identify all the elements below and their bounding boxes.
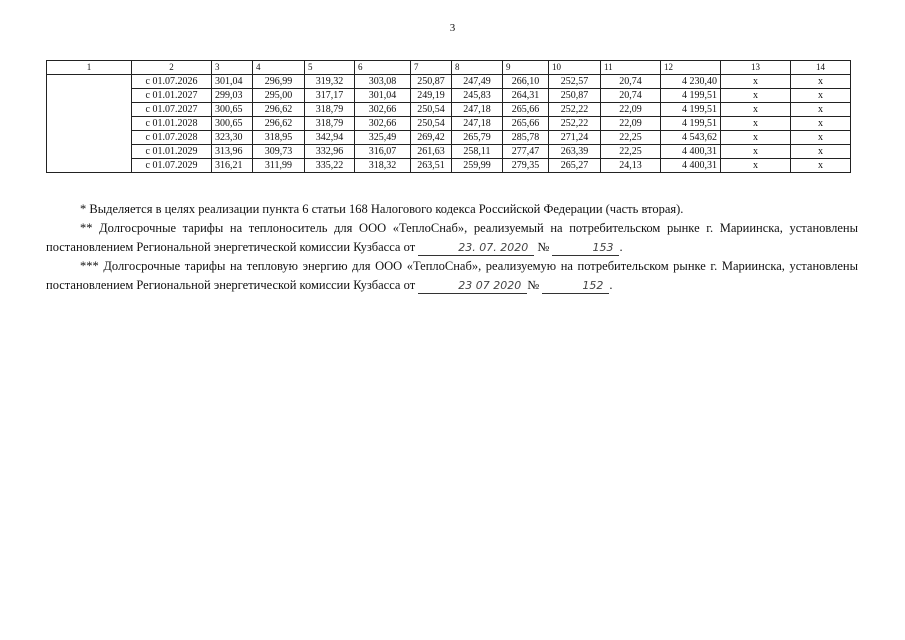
col-header: 1 bbox=[47, 61, 132, 75]
table-row bbox=[47, 145, 851, 159]
value-cell: 300,65 bbox=[212, 103, 253, 117]
value-cell: 4 400,31 bbox=[661, 159, 721, 173]
col-header: 11 bbox=[601, 61, 661, 75]
value-cell: х bbox=[791, 103, 851, 117]
value-cell: 277,47 bbox=[503, 145, 549, 159]
table-row bbox=[47, 103, 851, 117]
col-header: 14 bbox=[791, 61, 851, 75]
table-header-row bbox=[47, 61, 851, 75]
end-punct: . bbox=[619, 240, 623, 254]
table-row bbox=[47, 89, 851, 103]
value-cell: 245,83 bbox=[452, 89, 503, 103]
value-cell: х bbox=[721, 131, 791, 145]
value-cell: 302,66 bbox=[355, 103, 411, 117]
value-cell: х bbox=[791, 159, 851, 173]
value-cell: 316,07 bbox=[355, 145, 411, 159]
table-row bbox=[47, 159, 851, 173]
value-cell: 295,00 bbox=[253, 89, 305, 103]
value-cell: 318,32 bbox=[355, 159, 411, 173]
period-cell: с 01.07.2029 bbox=[132, 159, 212, 173]
value-cell: 269,42 bbox=[411, 131, 452, 145]
value-cell: 263,51 bbox=[411, 159, 452, 173]
value-cell: 279,35 bbox=[503, 159, 549, 173]
value-cell: 296,99 bbox=[253, 75, 305, 89]
value-cell: 316,21 bbox=[212, 159, 253, 173]
handwritten-number: 152 bbox=[542, 279, 609, 294]
value-cell: 259,99 bbox=[452, 159, 503, 173]
value-cell: 4 199,51 bbox=[661, 117, 721, 131]
col-header: 10 bbox=[549, 61, 601, 75]
value-cell: 300,65 bbox=[212, 117, 253, 131]
value-cell: х bbox=[721, 145, 791, 159]
value-cell: 303,08 bbox=[355, 75, 411, 89]
period-cell: с 01.07.2028 bbox=[132, 131, 212, 145]
value-cell: 22,09 bbox=[601, 117, 661, 131]
value-cell: х bbox=[721, 75, 791, 89]
value-cell: 250,87 bbox=[549, 89, 601, 103]
value-cell: х bbox=[791, 131, 851, 145]
value-cell: х bbox=[721, 103, 791, 117]
value-cell: х bbox=[791, 75, 851, 89]
value-cell: 261,63 bbox=[411, 145, 452, 159]
handwritten-date: 23. 07. 2020 bbox=[418, 241, 534, 256]
col-header: 12 bbox=[661, 61, 721, 75]
handwritten-number: 153 bbox=[552, 241, 619, 256]
value-cell: 250,54 bbox=[411, 117, 452, 131]
value-cell: 20,74 bbox=[601, 89, 661, 103]
value-cell: 318,79 bbox=[305, 103, 355, 117]
value-cell: 299,03 bbox=[212, 89, 253, 103]
tariff-table bbox=[46, 60, 851, 173]
table-row bbox=[47, 117, 851, 131]
value-cell: 247,49 bbox=[452, 75, 503, 89]
value-cell: 265,79 bbox=[452, 131, 503, 145]
value-cell: 263,39 bbox=[549, 145, 601, 159]
value-cell: 250,87 bbox=[411, 75, 452, 89]
value-cell: 285,78 bbox=[503, 131, 549, 145]
value-cell: 22,09 bbox=[601, 103, 661, 117]
period-cell: с 01.01.2027 bbox=[132, 89, 212, 103]
value-cell: х bbox=[721, 117, 791, 131]
value-cell: 247,18 bbox=[452, 103, 503, 117]
value-cell: 313,96 bbox=[212, 145, 253, 159]
merged-empty-cell bbox=[47, 75, 132, 173]
col-header: 4 bbox=[253, 61, 305, 75]
value-cell: 319,32 bbox=[305, 75, 355, 89]
footnote-1: * Выделяется в целях реализации пункта 6 статьи 168 Налогового кодекса Российской Федерации (часть вторая). bbox=[80, 202, 684, 216]
value-cell: 22,25 bbox=[601, 145, 661, 159]
value-cell: 252,57 bbox=[549, 75, 601, 89]
value-cell: 318,79 bbox=[305, 117, 355, 131]
col-header: 6 bbox=[355, 61, 411, 75]
handwritten-date: 23 07 2020 bbox=[418, 279, 527, 294]
value-cell: 22,25 bbox=[601, 131, 661, 145]
value-cell: 311,99 bbox=[253, 159, 305, 173]
value-cell: 20,74 bbox=[601, 75, 661, 89]
col-header: 9 bbox=[503, 61, 549, 75]
footnotes bbox=[46, 200, 858, 295]
page-number: 3 bbox=[449, 22, 456, 34]
value-cell: 258,11 bbox=[452, 145, 503, 159]
value-cell: 342,94 bbox=[305, 131, 355, 145]
value-cell: 4 230,40 bbox=[661, 75, 721, 89]
footnote-3-text: *** Долгосрочные тарифы на тепловую энергию для ООО «ТеплоСнаб», реализуемую на потребительском рынке г. Мариинска, установлены постановлением Региональной энергетической комиссии Кузбасса от bbox=[46, 259, 858, 292]
value-cell: 252,22 bbox=[549, 117, 601, 131]
col-header: 7 bbox=[411, 61, 452, 75]
table-row bbox=[47, 131, 851, 145]
end-punct: . bbox=[609, 278, 613, 292]
col-header: 3 bbox=[212, 61, 253, 75]
table-body bbox=[47, 75, 851, 173]
period-cell: с 01.01.2029 bbox=[132, 145, 212, 159]
value-cell: х bbox=[721, 159, 791, 173]
value-cell: 296,62 bbox=[253, 103, 305, 117]
value-cell: 265,66 bbox=[503, 117, 549, 131]
value-cell: х bbox=[791, 145, 851, 159]
number-sign: № bbox=[537, 240, 550, 254]
value-cell: 302,66 bbox=[355, 117, 411, 131]
value-cell: 264,31 bbox=[503, 89, 549, 103]
value-cell: 323,30 bbox=[212, 131, 253, 145]
value-cell: х bbox=[791, 89, 851, 103]
period-cell: с 01.01.2028 bbox=[132, 117, 212, 131]
value-cell: 4 199,51 bbox=[661, 89, 721, 103]
value-cell: 266,10 bbox=[503, 75, 549, 89]
value-cell: 4 199,51 bbox=[661, 103, 721, 117]
period-cell: с 01.07.2027 bbox=[132, 103, 212, 117]
value-cell: х bbox=[791, 117, 851, 131]
value-cell: 249,19 bbox=[411, 89, 452, 103]
value-cell: 247,18 bbox=[452, 117, 503, 131]
value-cell: 252,22 bbox=[549, 103, 601, 117]
value-cell: 325,49 bbox=[355, 131, 411, 145]
footnote-2 bbox=[46, 219, 858, 257]
footnote-2-text: ** Долгосрочные тарифы на теплоноситель для ООО «ТеплоСнаб», реализуемый на потребительском рынке г. Мариинска, установлены постановлением Региональной энергетической комиссии Кузбасса от bbox=[46, 221, 858, 254]
value-cell: 296,62 bbox=[253, 117, 305, 131]
col-header: 5 bbox=[305, 61, 355, 75]
value-cell: 24,13 bbox=[601, 159, 661, 173]
value-cell: 335,22 bbox=[305, 159, 355, 173]
value-cell: 265,66 bbox=[503, 103, 549, 117]
value-cell: 265,27 bbox=[549, 159, 601, 173]
value-cell: 332,96 bbox=[305, 145, 355, 159]
number-sign: № bbox=[527, 278, 540, 292]
col-header: 2 bbox=[132, 61, 212, 75]
value-cell: 4 400,31 bbox=[661, 145, 721, 159]
value-cell: 301,04 bbox=[212, 75, 253, 89]
value-cell: 318,95 bbox=[253, 131, 305, 145]
value-cell: 317,17 bbox=[305, 89, 355, 103]
table-row bbox=[47, 75, 851, 89]
footnote-3 bbox=[46, 257, 858, 295]
value-cell: 301,04 bbox=[355, 89, 411, 103]
col-header: 8 bbox=[452, 61, 503, 75]
period-cell: с 01.07.2026 bbox=[132, 75, 212, 89]
value-cell: 309,73 bbox=[253, 145, 305, 159]
value-cell: 4 543,62 bbox=[661, 131, 721, 145]
col-header: 13 bbox=[721, 61, 791, 75]
value-cell: 271,24 bbox=[549, 131, 601, 145]
value-cell: 250,54 bbox=[411, 103, 452, 117]
value-cell: х bbox=[721, 89, 791, 103]
